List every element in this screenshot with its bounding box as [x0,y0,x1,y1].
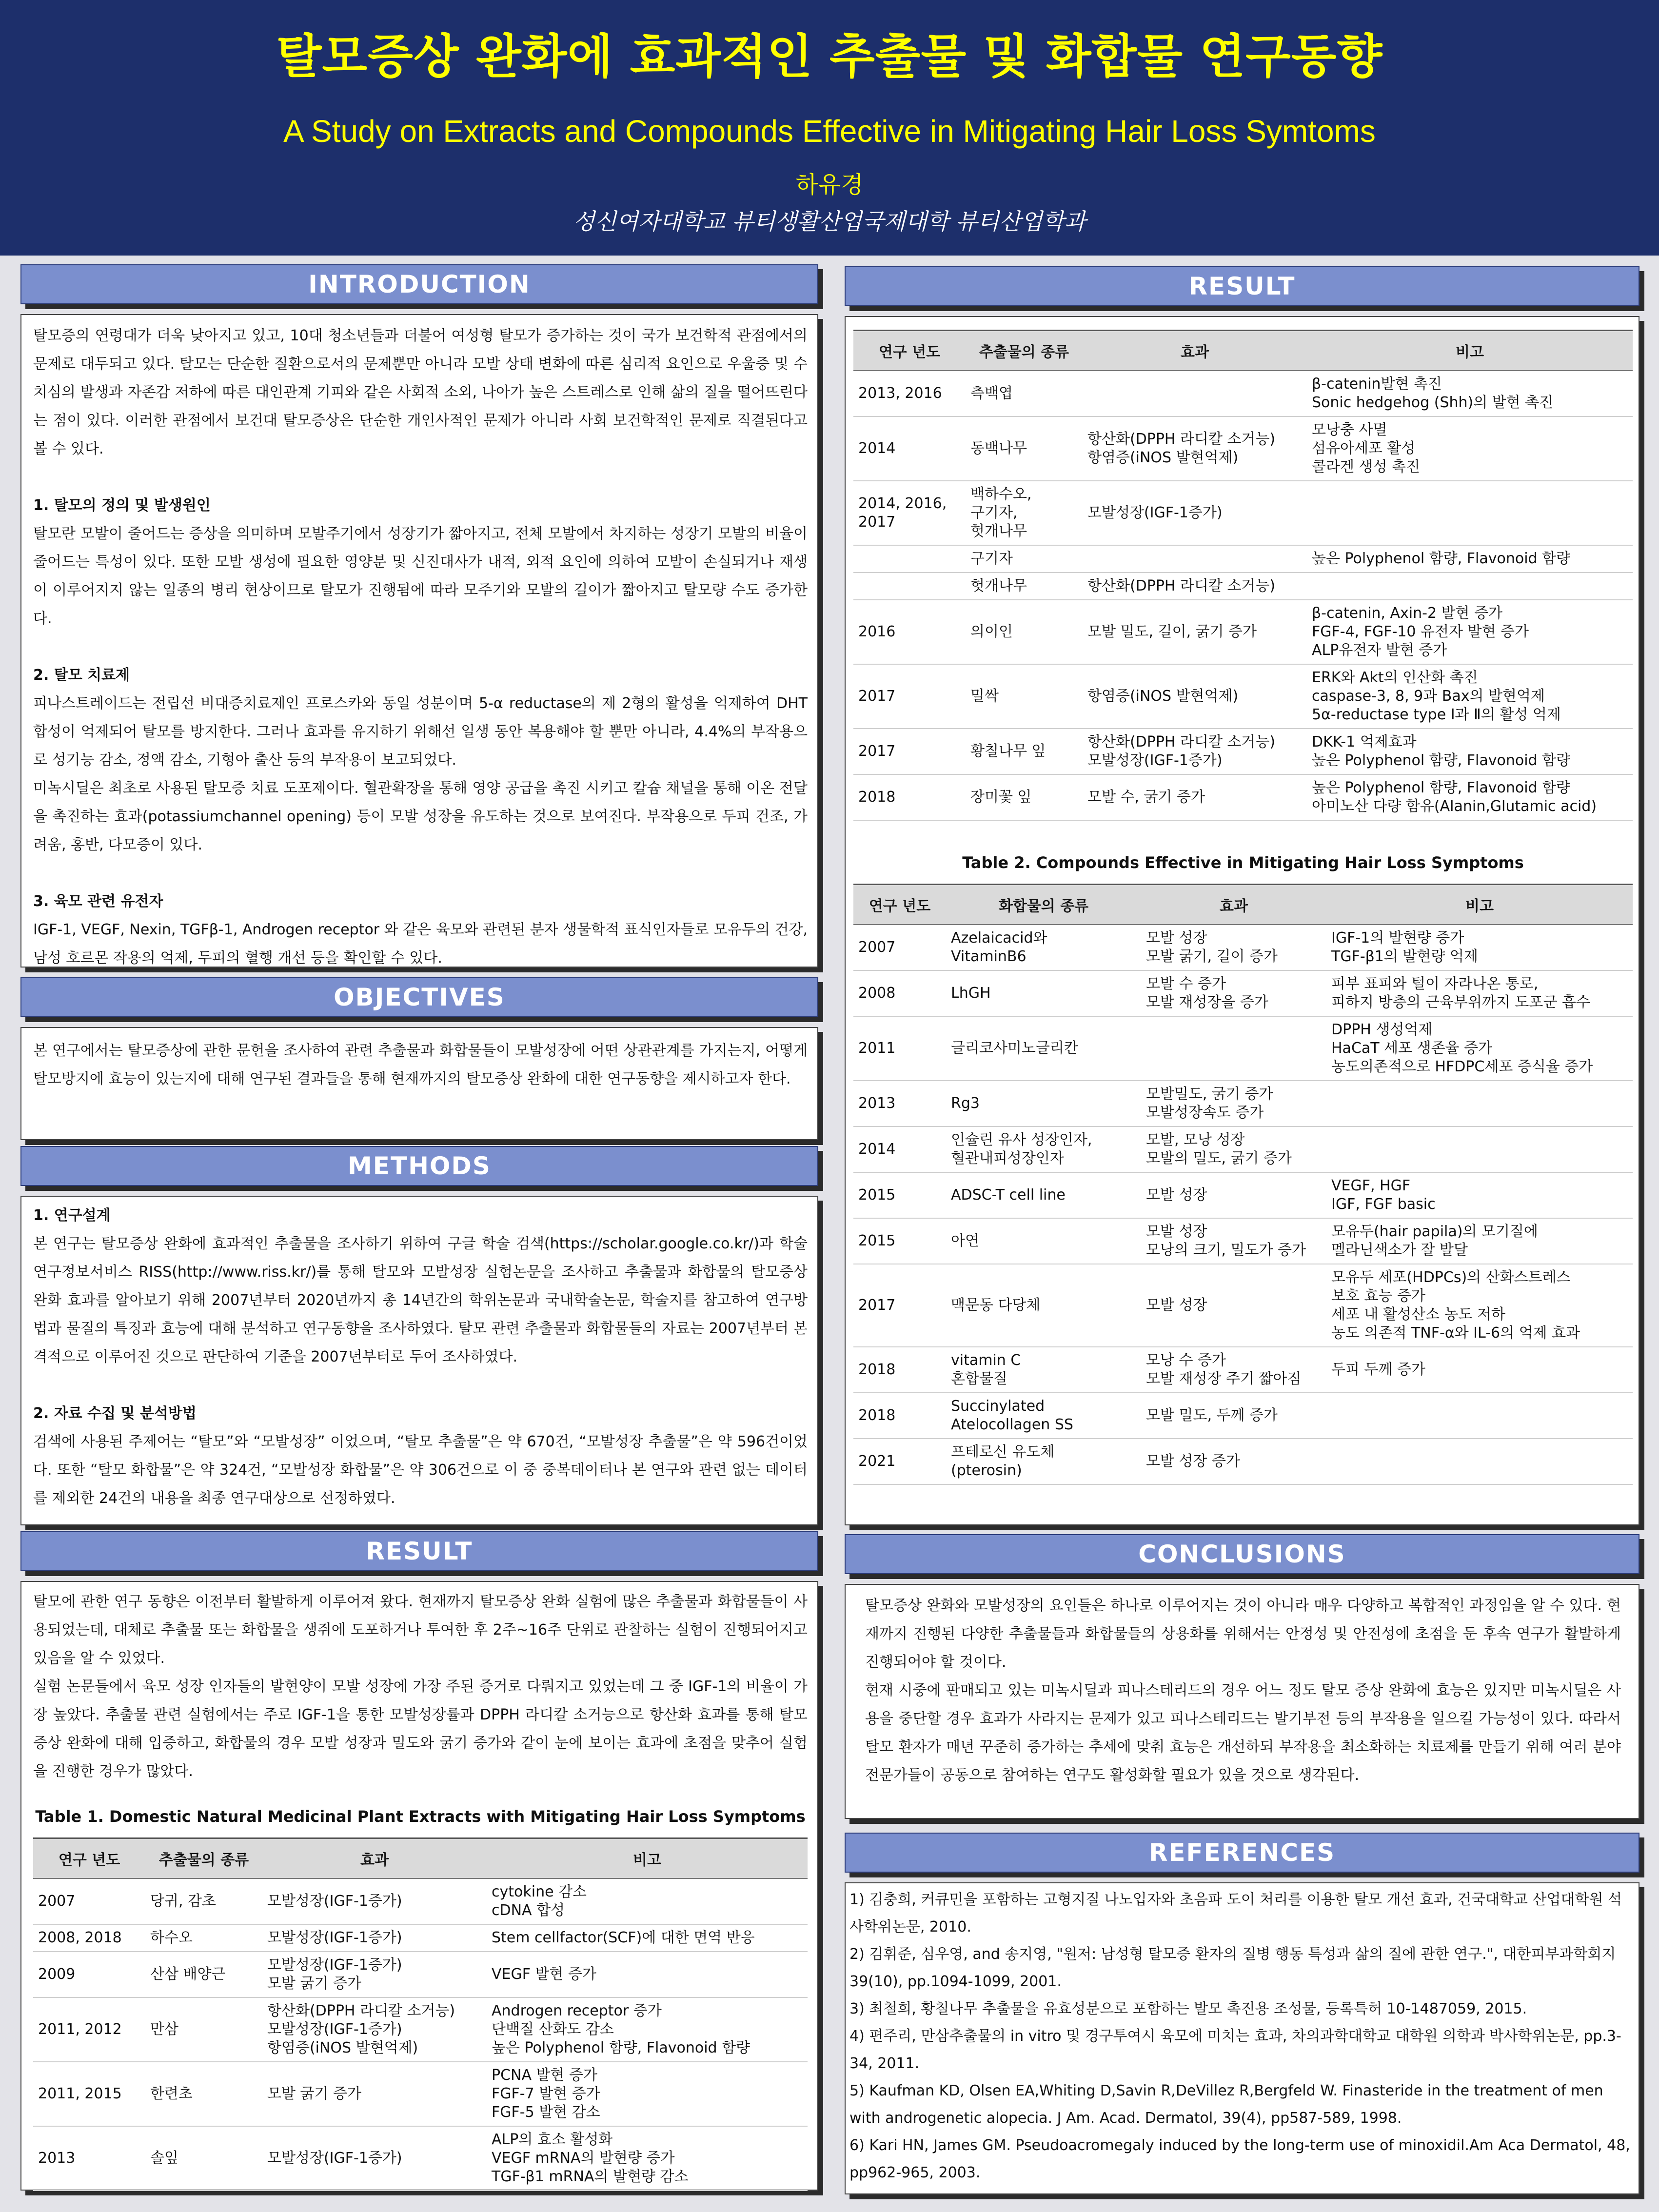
table2-cell: ADSC-T cell line [946,1172,1141,1218]
tableA-cell: 구기자 [966,545,1083,573]
table2-cell: 2014 [853,1126,946,1172]
tableA-cell: 항산화(DPPH 라디칼 소거능) 모발성장(IGF-1증가) [1083,729,1307,774]
table1-cell: PCNA 발현 증가 FGF-7 발현 증가 FGF-5 발현 감소 [487,2062,808,2126]
tableA-cell: 모낭충 사멸 섬유아세포 활성 콜라겐 생성 촉진 [1307,416,1633,481]
table1-header-cell: 추출물의 종류 [145,1838,262,1878]
tableA-cell [853,573,966,600]
introduction-text [33,322,808,972]
table2-cell [1326,1081,1633,1126]
table2-cell: 모발 성장 증가 [1141,1439,1326,1484]
table1-cell: 모발성장(IGF-1증가) 모발 굵기 증가 [262,1952,487,1997]
table1-row [33,1997,808,2062]
table2-cell: vitamin C 혼합물질 [946,1347,1141,1393]
author-affiliation: 성신여자대학교 뷰티생활산업국제대학 뷰티산업학과 [573,208,1086,235]
tableA-cell: 2014, 2016, 2017 [853,481,966,545]
table1-cell: 하수오 [145,1924,262,1952]
table1-cell: 2008, 2018 [33,1924,145,1952]
tableA-cell: 2016 [853,600,966,664]
table2-row [853,1439,1633,1484]
table2-cell: 모발 성장 [1141,1264,1326,1347]
reference-item: 3) 최철희, 황칠나무 추출물을 유효성분으로 포함하는 발모 촉진용 조성물, 등록특허 10-1487059, 2015. [849,2000,1527,2017]
table2-cell: LhGH [946,970,1141,1016]
table2-cell: 모낭 수 증가 모발 재성장 주기 짧아짐 [1141,1347,1326,1393]
intro-paragraph: 탈모증의 연령대가 더욱 낮아지고 있고, 10대 청소년들과 더불어 여성형 탈모가 증가하는 것이 국가 보건학적 관점에서의 문제로 대두되고 있다. 탈모는 단순한 질환으로서의 문제뿐만 아니라 모발 상태 변화에 따른 심리적 요인으로 우울증 및 수치심의 발생과 자존감 저하에 따른 대인관계 기피와 같은 사회적 소외, 나아가 높은 스트레스로 인해 삶의 질을 떨어뜨린다는 점이 있다. 이러한 관점에서 보건대 탈모증상은 단순한 개인사적인 문제가 아니라 사회 보건학적인 문제로 직결된다고 볼 수 있다. [33,327,808,457]
table2-cell: 모발 성장 모발 굵기, 길이 증가 [1141,925,1326,970]
tableA-cell: 모발 수, 굵기 증가 [1083,774,1307,820]
tableA-cell: 황칠나무 잎 [966,729,1083,774]
references-heading: REFERENCES [845,1833,1639,1873]
table2-cell: 2015 [853,1218,946,1264]
table1-cell: 솔잎 [145,2126,262,2191]
table2-row [853,925,1633,970]
table2-compounds [853,884,1633,1485]
table1-extracts [33,1837,808,2191]
table2-cell: 2017 [853,1264,946,1347]
table2-cell: 2011 [853,1016,946,1081]
table1-cell: 2011, 2015 [33,2062,145,2126]
table2-header-cell: 효과 [1141,885,1326,925]
table2-cell: Azelaicacid와 VitaminB6 [946,925,1141,970]
tableA-cell: 2017 [853,729,966,774]
intro-s1-text: 탈모란 모발이 줄어드는 증상을 의미하며 모발주기에서 성장기가 짧아지고, 전체 모발에서 차지하는 성장기 모발의 비율이 줄어드는 특성이 있다. 또한 모발 생성에 필요한 영양분 및 신진대사가 내적, 외적 요인에 의하여 모발이 손실되거나 재생이 이루어지지 않는 일종의 병리 현상이므로 탈모가 진행됨에 따라 모주기와 모발의 길이가 짧아지고 탈모량 수도 증가한다. [33,525,808,627]
tableA-header-cell: 비고 [1307,331,1633,371]
tableA-row [853,573,1633,600]
table1-cell: 모발 굵기 증가 [262,2062,487,2126]
intro-s2-text2: 미녹시딜은 최초로 사용된 탈모증 치료 도포제이다. 혈관확장을 통해 영양 공급을 촉진 시키고 칼슘 채널을 통해 이온 전달을 촉진하는 효과(potassiumchannel opening) 등이 모발 성장을 유도하는 것으로 보여진다. 부작용으로 두피 건조, 가려움, 홍반, 다모증이 있다. [33,780,808,853]
result-left-box [20,1581,818,2191]
reference-item: 1) 김충희, 커큐민을 포함하는 고형지질 나노입자와 초음파 도이 처리를 이용한 탈모 개선 효과, 건국대학교 산업대학원 석사학위논문, 2010. [849,1891,1622,1936]
table1-extracts-continued [853,330,1633,821]
methods-s2-title: 2. 자료 수집 및 분석방법 [33,1405,197,1422]
tableA-cell: 2017 [853,664,966,729]
table2-row [853,1264,1633,1347]
table1-header-cell: 연구 년도 [33,1838,145,1878]
table1-row [33,2062,808,2126]
table2-cell [1326,1126,1633,1172]
tableA-header-cell: 효과 [1083,331,1307,371]
table2-row [853,1347,1633,1393]
poster-title-korean: 탈모증상 완화에 효과적인 추출물 및 화합물 연구동향 [276,29,1383,84]
tableA-cell: DKK-1 억제효과 높은 Polyphenol 함량, Flavonoid 함량 [1307,729,1633,774]
reference-item: 4) 편주리, 만삼추출물의 in vitro 및 경구투여시 육모에 미치는 효과, 차의과학대학교 대학원 의학과 박사학위논문, pp.3-34, 2011. [849,2028,1621,2072]
objectives-box [20,1027,818,1140]
tableA-row [853,371,1633,416]
table1-header-cell: 비고 [487,1838,808,1878]
result-left-text [33,1588,808,1786]
table1-cell: 당귀, 감초 [145,1878,262,1924]
tableA-cell [1083,545,1307,573]
tableA-cell: 높은 Polyphenol 함량, Flavonoid 함량 아미노산 다량 함유(Alanin,Glutamic acid) [1307,774,1633,820]
methods-s1-title: 1. 연구설계 [33,1207,111,1224]
objectives-text: 본 연구에서는 탈모증상에 관한 문헌을 조사하여 관련 추출물과 화합물들이 모발성장에 어떤 상관관계를 가지는지, 어떻게 탈모방지에 효능이 있는지에 대해 연구된 결과들을 통해 현재까지의 탈모증상 완화에 대한 연구동향을 제시하고자 한다. [33,1042,808,1087]
tableA-cell: 2014 [853,416,966,481]
table1-cell: VEGF 발현 증가 [487,1952,808,1997]
table2-cell: 2007 [853,925,946,970]
result-paragraph-2: 실험 논문들에서 육모 성장 인자들의 발현양이 모발 성장에 가장 주된 증거로 다뤄지고 있었는데 그 중 IGF-1의 비율이 가장 높았다. 추출물 관련 실험에서는 주로 IGF-1을 통한 모발성장률과 DPPH 라디칼 소거능으로 항산화 효과를 통해 탈모 증상 완화에 대해 입증하고, 화합물의 경우 모발 성장과 밀도와 굵기 증가와 같이 눈에 보이는 효과에 초점을 맞추어 실험을 진행한 경우가 많았다. [33,1678,808,1780]
tableA-cell: ERK와 Akt의 인산화 촉진 caspase-3, 8, 9과 Bax의 발현억제 5α-reductase type Ⅰ과 Ⅱ의 활성 억제 [1307,664,1633,729]
tableA-row [853,600,1633,664]
tableA-cell: 동백나무 [966,416,1083,481]
references-box [845,1882,1639,2194]
tableA-row [853,664,1633,729]
table2-cell: 2008 [853,970,946,1016]
table2-cell: Succinylated Atelocollagen SS [946,1393,1141,1439]
table2-cell: 모발, 모낭 성장 모발의 밀도, 굵기 증가 [1141,1126,1326,1172]
table2-cell [1326,1439,1633,1484]
tableA-cell: 의이인 [966,600,1083,664]
table1-row [33,1878,808,1924]
methods-heading: METHODS [20,1146,818,1186]
table2-cell: 모유두(hair papila)의 모기질에 멜라닌색소가 잘 발달 [1326,1218,1633,1264]
result-right-heading: RESULT [845,266,1639,306]
table2-row [853,970,1633,1016]
table1-caption: Table 1. Domestic Natural Medicinal Plant Extracts with Mitigating Hair Loss Symptoms [35,1807,806,1826]
tableA-cell: 밀싹 [966,664,1083,729]
table2-cell: DPPH 생성억제 HaCaT 세포 생존율 증가 농도의존적으로 HFDPC세포 증식율 증가 [1326,1016,1633,1081]
introduction-box [20,314,818,968]
table2-header-cell: 연구 년도 [853,885,946,925]
table2-cell: 인슐린 유사 성장인자, 혈관내피성장인자 [946,1126,1141,1172]
table1-cell: cytokine 감소 cDNA 합성 [487,1878,808,1924]
tableA-cell: 모발 밀도, 길이, 굵기 증가 [1083,600,1307,664]
table2-cell: 글리코사미노글리칸 [946,1016,1141,1081]
conclusions-paragraph-1: 탈모증상 완화와 모발성장의 요인들은 하나로 이루어지는 것이 아니라 매우 다양하고 복합적인 과정임을 알 수 있다. 현재까지 진행된 다양한 추출물들과 화합물들의 상용화를 위해서는 안정성 및 안전성에 초점을 둔 후속 연구가 활발하게 진행되어야 할 것이다. [865,1597,1621,1671]
tableA-cell: 장미꽃 잎 [966,774,1083,820]
tableA-cell [853,545,966,573]
table1-row [33,1952,808,1997]
tableA-cell: 항염증(iNOS 발현억제) [1083,664,1307,729]
table2-cell: IGF-1의 발현량 증가 TGF-β1의 발현량 억제 [1326,925,1633,970]
table2-cell: 2018 [853,1393,946,1439]
intro-s3-text: IGF-1, VEGF, Nexin, TGFβ-1, Androgen receptor 와 같은 육모와 관련된 분자 생물학적 표식인자들로 모유두의 건강, 남성 호르몬 작용의 억제, 두피의 혈행 개선 등을 확인할 수 있다. [33,921,808,967]
tableA-row [853,774,1633,820]
objectives-heading: OBJECTIVES [20,977,818,1017]
methods-s1-text: 본 연구는 탈모증상 완화에 효과적인 추출물을 조사하기 위하여 구글 학술 검색(https://scholar.google.co.kr/)과 학술연구정보서비스 RISS(http://www.riss.kr/)를 통해 탈모와 모발성장 실험논문을 조사하고 추출물과 화합물의 탈모증상 완화 효과를 알아보기 위해 2007년부터 2020년까지 총 14년간의 학위논문과 국내학술논문, 학술지를 참고하여 연구방법과 물질의 특징과 효능에 대해 분석하고 연구동향을 조사하였다. 탈모 관련 추출물과 화합물들의 자료는 2007년부터 본격적으로 이루어진 것으로 판단하여 기준을 2007년부터로 두어 조사하였다. [33,1235,808,1365]
table2-cell [1326,1393,1633,1439]
conclusions-paragraph-2: 현재 시중에 판매되고 있는 미녹시딜과 피나스테리드의 경우 어느 정도 탈모 증상 완화에 효능은 있지만 미녹시딜은 사용을 중단할 경우 효과가 사라지는 문제가 있고 피나스테리드는 발기부전 등의 부작용을 일으킬 가능성이 있다. 따라서 탈모 환자가 매년 꾸준히 증가하는 추세에 맞춰 효능은 개선하되 부작용을 최소화하는 치료제를 만들기 위해 여러 분야 전문가들이 공동으로 참여하는 연구도 활성화할 필요가 있을 것으로 생각된다. [865,1682,1621,1784]
tableA-cell: 항산화(DPPH 라디칼 소거능) 항염증(iNOS 발현억제) [1083,416,1307,481]
intro-s2-title: 2. 탈모 치료제 [33,667,130,684]
table1-cell: 2009 [33,1952,145,1997]
tableA-cell: 2018 [853,774,966,820]
intro-s1-title: 1. 탈모의 정의 및 발생원인 [33,497,211,514]
table2-caption: Table 2. Compounds Effective in Mitigating Hair Loss Symptoms [962,853,1524,872]
table2-header-cell: 화합물의 종류 [946,885,1141,925]
tableA-cell: 높은 Polyphenol 함량, Flavonoid 함량 [1307,545,1633,573]
table1-row [33,1924,808,1952]
table1-cell: ALP의 효소 활성화 VEGF mRNA의 발현량 증가 TGF-β1 mRNA의 발현량 감소 [487,2126,808,2191]
table1-header-cell: 효과 [262,1838,487,1878]
intro-s3-title: 3. 육모 관련 유전자 [33,893,163,910]
table2-cell: 모발 밀도, 두께 증가 [1141,1393,1326,1439]
table1-cell: 모발성장(IGF-1증가) [262,2126,487,2191]
reference-item: 6) Kari HN, James GM. Pseudoacromegaly induced by the long-term use of minoxidil.Am Aca Dermatol, 48, pp962-965, 2003. [849,2137,1630,2181]
table2-cell: 2015 [853,1172,946,1218]
table2-cell: 모발 수 증가 모발 재성장을 증가 [1141,970,1326,1016]
table2-row [853,1218,1633,1264]
tableA-cell [1307,573,1633,600]
table2-cell: 2013 [853,1081,946,1126]
table2-cell: Rg3 [946,1081,1141,1126]
table1-cell: Stem cellfactor(SCF)에 대한 면역 반응 [487,1924,808,1952]
table1-cell: 산삼 배양근 [145,1952,262,1997]
table1-cell: 만삼 [145,1997,262,2062]
tableA-row [853,481,1633,545]
poster-header [0,0,1659,256]
table1-cell: 모발성장(IGF-1증가) [262,1878,487,1924]
table1-row [33,2126,808,2191]
methods-s2-text: 검색에 사용된 주제어는 “탈모”와 “모발성장” 이었으며, “탈모 추출물”은 약 670건, “모발성장 추출물”은 약 596건이었다. 또한 “탈모 화합물”은 약 324건, “모발성장 화합물”은 약 306건으로 이 중 중복데이터나 본 연구와 관련 없는 데이터를 제외한 24건의 내용을 최종 연구대상으로 선정하였다. [33,1433,808,1507]
reference-item: 5) Kaufman KD, Olsen EA,Whiting D,Savin R,DeVillez R,Bergfeld W. Finasteride in the treatment of men with androgenetic alopecia. J Am. Acad. Dermatol, 39(4), pp587-589, 1998. [849,2082,1603,2127]
table2-row [853,1081,1633,1126]
table2-row [853,1172,1633,1218]
author-name: 하유경 [795,171,864,198]
table2-cell: 2021 [853,1439,946,1484]
table2-row [853,1393,1633,1439]
reference-item: 2) 김휘준, 심우영, and 송지영, "원저: 남성형 탈모증 환자의 질병 행동 특성과 삶의 질에 관한 연구.", 대한피부과학회지 39(10), pp.1094-1099, 2001. [849,1946,1616,1990]
tableA-header-cell: 추출물의 종류 [966,331,1083,371]
table1-cell: 모발성장(IGF-1증가) [262,1924,487,1952]
table2-cell: 맥문동 다당체 [946,1264,1141,1347]
poster-title-english: A Study on Extracts and Compounds Effective in Mitigating Hair Loss Symtoms [283,114,1376,149]
conclusions-text [865,1592,1621,1790]
table2-cell: 모발 성장 모낭의 크기, 밀도가 증가 [1141,1218,1326,1264]
table2-cell: 아연 [946,1218,1141,1264]
table2-row [853,1126,1633,1172]
result-right-box [845,316,1639,1525]
table1-cell: 항산화(DPPH 라디칼 소거능) 모발성장(IGF-1증가) 항염증(iNOS 발현억제) [262,1997,487,2062]
tableA-row [853,545,1633,573]
table2-header-cell: 비고 [1326,885,1633,925]
table2-cell: 모발 성장 [1141,1172,1326,1218]
table2-cell: VEGF, HGF IGF, FGF basic [1326,1172,1633,1218]
table1-cell: 2007 [33,1878,145,1924]
table2-cell: 2018 [853,1347,946,1393]
conclusions-heading: CONCLUSIONS [845,1534,1639,1574]
tableA-cell [1083,371,1307,416]
intro-s2-text1: 피나스트레이드는 전립선 비대증치료제인 프로스카와 동일 성분이며 5-α reductase의 제 2형의 활성을 억제하여 DHT 합성이 억제되어 탈모를 방지한다. 그러나 효과를 유지하기 위해선 일생 동안 복용해야 할 뿐만 아니라, 4.4%의 부작용으로 성기능 감소, 정액 감소, 기형아 출산 등의 부작용이 보고되었다. [33,695,808,769]
tableA-cell: 헛개나무 [966,573,1083,600]
tableA-cell: β-catenin발현 촉진 Sonic hedgehog (Shh)의 발현 촉진 [1307,371,1633,416]
result-paragraph-1: 탈모에 관한 연구 동향은 이전부터 활발하게 이루어져 왔다. 현재까지 탈모증상 완화 실험에 많은 추출물과 화합물들이 사용되었는데, 대체로 추출물 또는 화합물을 생쥐에 도포하거나 투여한 후 2주~16주 단위로 관찰하는 실험이 진행되어지고 있음을 알 수 있었다. [33,1593,808,1667]
tableA-cell: β-catenin, Axin-2 발현 증가 FGF-4, FGF-10 유전자 발현 증가 ALP유전자 발현 증가 [1307,600,1633,664]
table1-cell: 2011, 2012 [33,1997,145,2062]
references-list [849,1886,1635,2187]
tableA-cell: 모발성장(IGF-1증가) [1083,481,1307,545]
tableA-row [853,729,1633,774]
table2-cell: 두피 두께 증가 [1326,1347,1633,1393]
tableA-header-cell: 연구 년도 [853,331,966,371]
tableA-cell: 2013, 2016 [853,371,966,416]
tableA-cell [1307,481,1633,545]
table2-cell: 모유두 세포(HDPCs)의 산화스트레스 보호 효능 증가 세포 내 활성산소 농도 저하 농도 의존적 TNF-α와 IL-6의 억제 효과 [1326,1264,1633,1347]
table1-cell: Androgen receptor 증가 단백질 산화도 감소 높은 Polyphenol 함량, Flavonoid 함량 [487,1997,808,2062]
table2-cell: 피부 표피와 털이 자라나온 통로, 피하지 방층의 근육부위까지 도포군 흡수 [1326,970,1633,1016]
methods-box [20,1196,818,1525]
tableA-cell: 항산화(DPPH 라디칼 소거능) [1083,573,1307,600]
table1-cell: 2013 [33,2126,145,2191]
introduction-heading: INTRODUCTION [20,264,818,304]
tableA-cell: 백하수오, 구기자, 헛개나무 [966,481,1083,545]
conclusions-box [845,1584,1639,1819]
table1-cell: 한련초 [145,2062,262,2126]
tableA-row [853,416,1633,481]
tableA-cell: 측백엽 [966,371,1083,416]
table2-cell: 모발밀도, 굵기 증가 모발성장속도 증가 [1141,1081,1326,1126]
table2-cell [1141,1016,1326,1081]
table2-row [853,1016,1633,1081]
result-left-heading: RESULT [20,1531,818,1571]
methods-text [33,1202,808,1513]
table2-cell: 프테로신 유도체 (pterosin) [946,1439,1141,1484]
